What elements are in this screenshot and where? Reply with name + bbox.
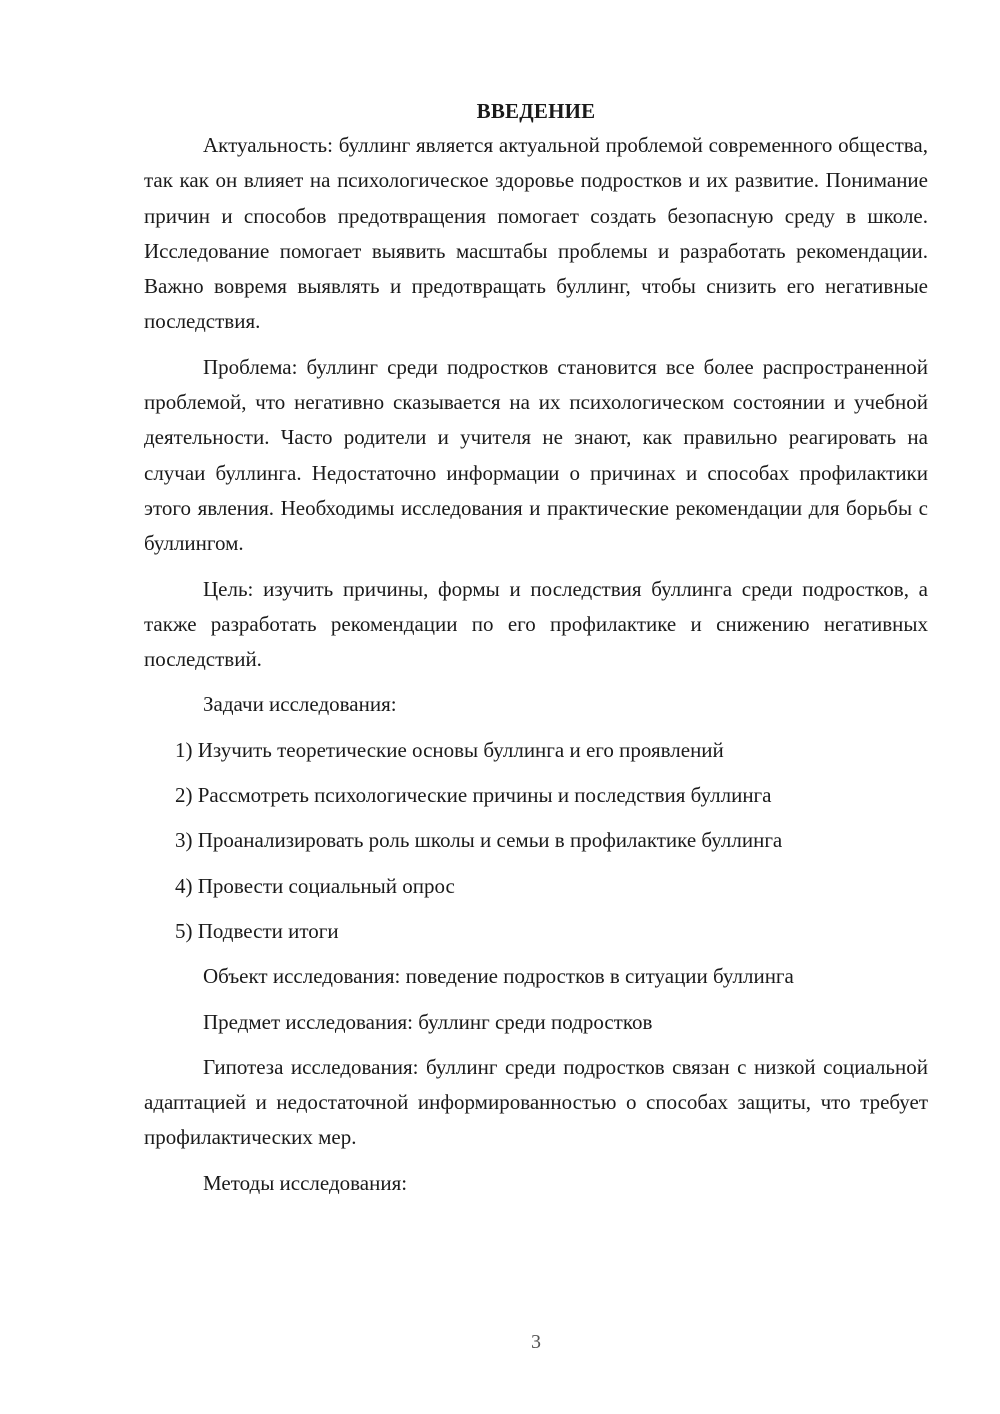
document-page <box>144 94 928 1211</box>
tasks-list <box>144 733 928 949</box>
list-item: 1) Изучить теоретические основы буллинга и его проявлений <box>175 737 724 762</box>
list-item: 3) Проанализировать роль школы и семьи в профилактике буллинга <box>175 828 783 853</box>
paragraph-relevance: Актуальность: буллинг является актуальной проблемой современного общества, так как он влияет на психологическое здоровье подростков и их развитие. Понимание причин и способов предотвращения помогает создать безопасную среду в школе. Исследование помогает выявить масштабы проблемы и разработать рекомендации. Важно вовремя выявлять и предотвращать буллинг, чтобы снизить его негативные последствия. <box>144 133 928 334</box>
list-item: 4) Провести социальный опрос <box>175 873 455 898</box>
tasks-heading: Задачи исследования: <box>203 692 397 717</box>
list-item: 5) Подвести итоги <box>175 918 339 943</box>
paragraph-problem: Проблема: буллинг среди подростков становится все более распространенной проблемой, что негативно сказывается на их психологическом состоянии и учебной деятельности. Часто родители и учителя не знают, как правильно реагировать на случаи буллинга. Недостаточно информации о причинах и способах профилактики этого явления. Необходимы исследования и практические рекомендации для борьбы с буллингом. <box>144 354 928 556</box>
paragraph-subject: Предмет исследования: буллинг среди подростков <box>203 1009 653 1034</box>
paragraph-object: Объект исследования: поведение подростков в ситуации буллинга <box>203 964 794 989</box>
page-title: ВВЕДЕНИЕ <box>476 99 596 123</box>
paragraph-goal: Цель: изучить причины, формы и последствия буллинга среди подростков, а также разработать рекомендации по его профилактике и снижению негативных последствий. <box>144 576 928 672</box>
page-number: 3 <box>531 1331 541 1353</box>
paragraph-hypothesis: Гипотеза исследования: буллинг среди подростков связан с низкой социальной адаптацией и недостаточной информированностью о способах защиты, что требует профилактических мер. <box>144 1054 928 1150</box>
methods-heading: Методы исследования: <box>203 1170 408 1195</box>
list-item: 2) Рассмотреть психологические причины и последствия буллинга <box>175 783 772 808</box>
